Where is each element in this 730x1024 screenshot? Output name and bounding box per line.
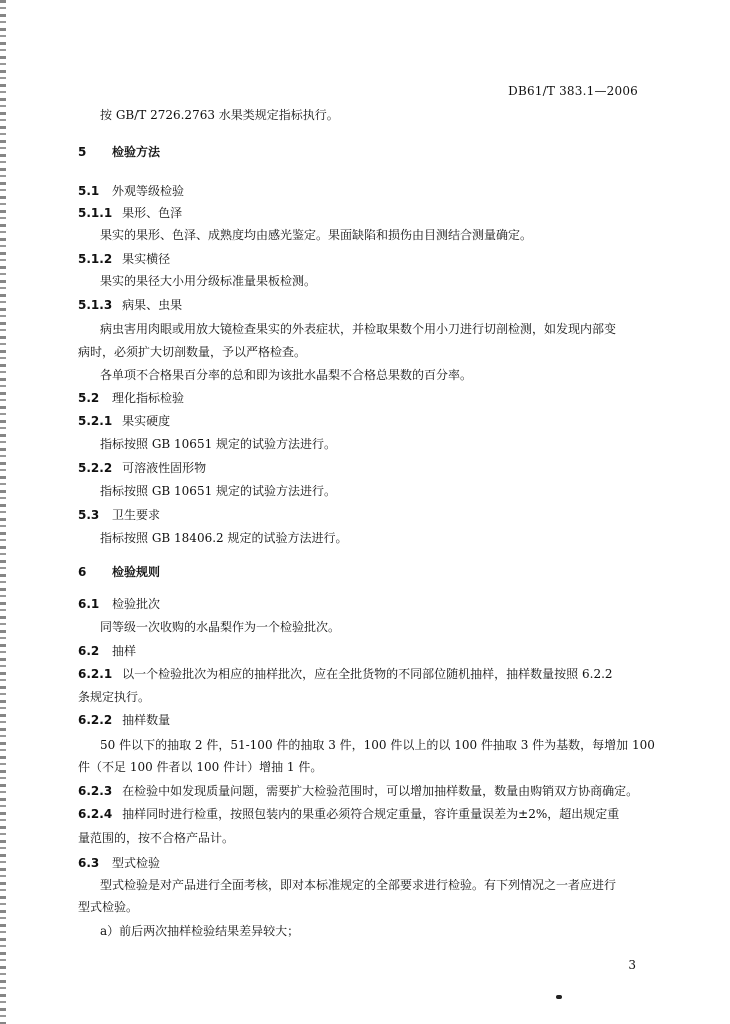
clause-number: 5.1.1 <box>78 206 113 220</box>
paragraph-text: 型式检验是对产品进行全面考核，即对本标准规定的全部要求进行检验。有下列情况之一者应进行 <box>100 878 617 892</box>
clause-heading <box>78 508 642 522</box>
paragraph-text: 病虫害用肉眼或用放大镜检查果实的外表症状，并检取果数个用小刀进行切剖检测，如发现内部变 <box>100 322 617 336</box>
clause-title: 检验批次 <box>112 597 161 611</box>
clause-heading <box>78 667 642 681</box>
clause-title: 可溶液性固形物 <box>122 461 207 475</box>
paragraph-text: 同等级一次收购的水晶梨作为一个检验批次。 <box>100 620 341 634</box>
clause-title: 型式检验 <box>112 856 161 870</box>
paragraph-text: 按 GB/T 2726.2763 水果类规定指标执行。 <box>100 108 339 122</box>
section-heading <box>78 145 642 159</box>
clause-number: 6.3 <box>78 856 100 870</box>
clause-heading <box>78 252 642 266</box>
clause-heading <box>78 713 642 727</box>
paragraph-text: a）前后两次抽样检验结果差异较大； <box>100 924 300 938</box>
clause-heading <box>78 461 642 475</box>
clause-number: 5 <box>78 145 87 159</box>
clause-heading <box>78 206 642 220</box>
clause-number: 5.2.1 <box>78 414 113 428</box>
clause-title: 果实硬度 <box>122 414 171 428</box>
clause-heading <box>78 298 642 312</box>
paragraph-text: 指标按照 GB 10651 规定的试验方法进行。 <box>100 484 337 498</box>
clause-number: 5.3 <box>78 508 100 522</box>
clause-title: 抽样数量 <box>122 713 171 727</box>
page-number: 3 <box>628 958 636 972</box>
clause-title: 病果、虫果 <box>122 298 183 312</box>
paragraph-continuation: 型式检验。 <box>78 900 139 914</box>
scan-speck <box>556 995 562 999</box>
clause-number: 5.1.3 <box>78 298 113 312</box>
scan-edge-artifact <box>0 0 6 1024</box>
clause-number: 5.1.2 <box>78 252 113 266</box>
clause-title: 外观等级检验 <box>112 184 185 198</box>
clause-title: 检验规则 <box>112 565 161 579</box>
clause-heading <box>78 414 642 428</box>
clause-heading <box>78 807 642 821</box>
section-heading <box>78 565 642 579</box>
clause-heading <box>78 784 642 798</box>
clause-number: 5.2 <box>78 391 100 405</box>
clause-number: 6.2.4 <box>78 807 113 821</box>
clause-number: 5.2.2 <box>78 461 113 475</box>
clause-number: 5.1 <box>78 184 100 198</box>
clause-heading <box>78 597 642 611</box>
clause-heading <box>78 856 642 870</box>
clause-number: 6.2.1 <box>78 667 113 681</box>
clause-heading <box>78 644 642 658</box>
paragraph-continuation: 病时，必须扩大切剖数量，予以严格检查。 <box>78 345 307 359</box>
paragraph-text: 果实的果径大小用分级标准量果板检测。 <box>100 274 317 288</box>
clause-number: 6.2.2 <box>78 713 113 727</box>
paragraph-continuation: 件（不足 100 件者以 100 件计）增抽 1 件。 <box>78 760 323 774</box>
clause-heading <box>78 184 642 198</box>
clause-title: 在检验中如发现质量问题，需要扩大检验范围时，可以增加抽样数量，数量由购销双方协商确定。 <box>122 784 639 798</box>
paragraph-text: 50 件以下的抽取 2 件，51-100 件的抽取 3 件，100 件以上的以 100 件抽取 3 件为基数，每增加 100 <box>100 738 655 752</box>
clause-number: 6 <box>78 565 87 579</box>
paragraph-text: 果实的果形、色泽、成熟度均由感光鉴定。果面缺陷和损伤由目测结合测量确定。 <box>100 228 533 242</box>
paragraph-continuation: 条规定执行。 <box>78 690 151 704</box>
clause-title: 抽样同时进行检重，按照包装内的果重必须符合规定重量，容许重量误差为±2%，超出规定重 <box>122 807 620 821</box>
paragraph-continuation: 量范围的，按不合格产品计。 <box>78 831 235 845</box>
clause-title: 果实横径 <box>122 252 171 266</box>
clause-number: 6.2.3 <box>78 784 113 798</box>
clause-title: 理化指标检验 <box>112 391 185 405</box>
clause-number: 6.1 <box>78 597 100 611</box>
clause-title: 抽样 <box>112 644 137 658</box>
clause-title: 卫生要求 <box>112 508 161 522</box>
clause-title: 果形、色泽 <box>122 206 183 220</box>
paragraph-text: 指标按照 GB 10651 规定的试验方法进行。 <box>100 437 337 451</box>
paragraph-text: 指标按照 GB 18406.2 规定的试验方法进行。 <box>100 531 348 545</box>
clause-number: 6.2 <box>78 644 100 658</box>
clause-title: 以一个检验批次为相应的抽样批次，应在全批货物的不同部位随机抽样，抽样数量按照 6.2.2 <box>122 667 613 681</box>
document-id: DB61/T 383.1—2006 <box>508 84 638 98</box>
paragraph-text: 各单项不合格果百分率的总和即为该批水晶梨不合格总果数的百分率。 <box>100 368 473 382</box>
clause-title: 检验方法 <box>112 145 161 159</box>
clause-heading <box>78 391 642 405</box>
